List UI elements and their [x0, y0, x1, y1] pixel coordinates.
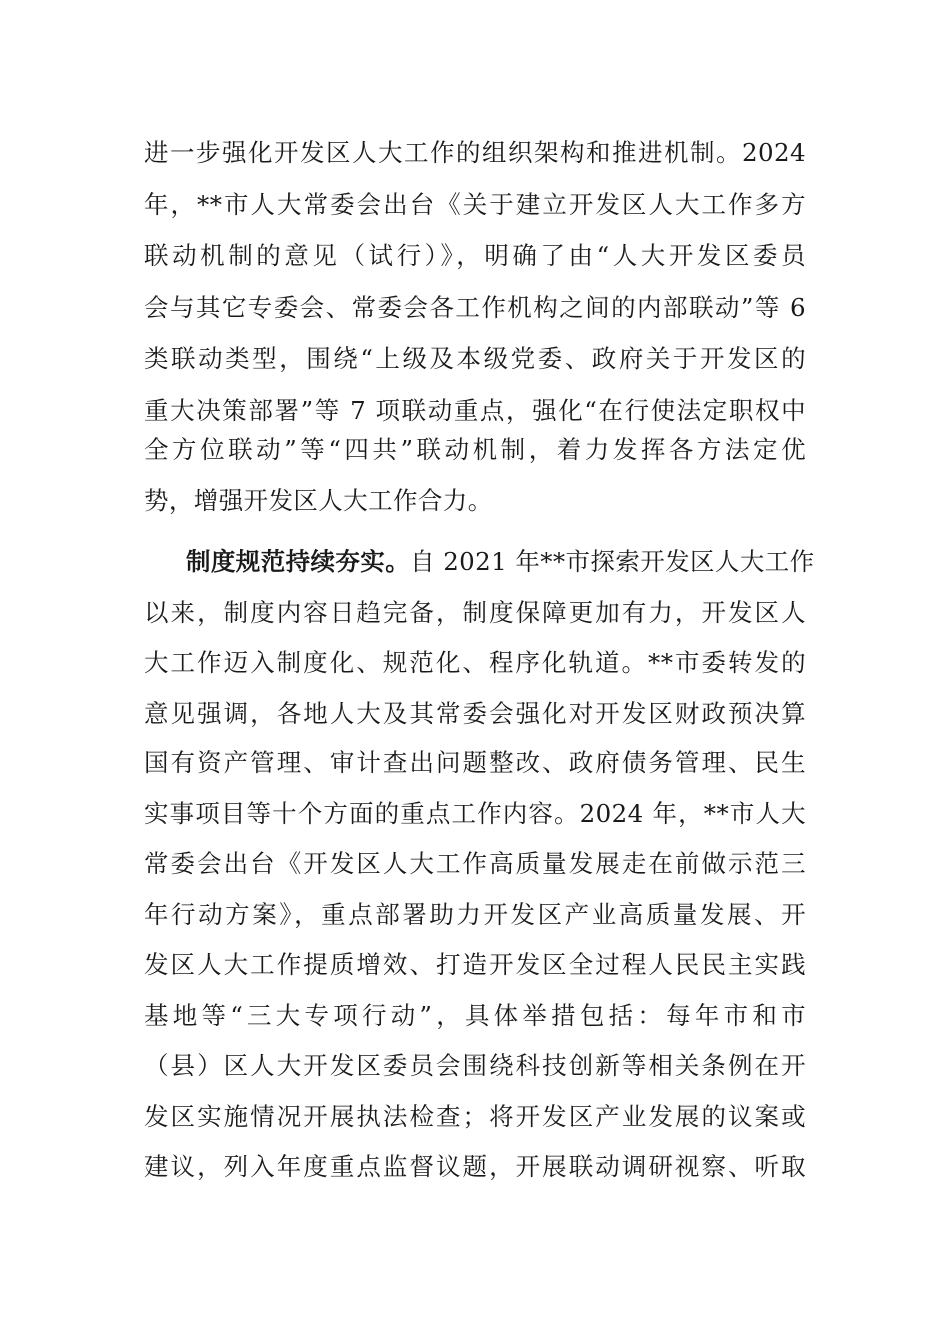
paragraph-1-line-8: 势，增强开发区人大工作合力。: [144, 486, 493, 515]
paragraph-1-line-3: 联动机制的意见（试行）》，明确了由“人大开发区委员: [144, 241, 806, 270]
paragraph-2-line-5: 国有资产管理、审计查出问题整改、政府债务管理、民生: [144, 748, 806, 777]
paragraph-1-line-4: 会与其它专委会、常委会各工作机构之间的内部联动”等 6: [144, 293, 806, 322]
paragraph-2-heading: 制度规范持续夯实。: [186, 547, 411, 576]
paragraph-1-line-2: 年，**市人大常委会出台《关于建立开发区人大工作多方: [144, 190, 806, 219]
paragraph-1-line-6: 重大决策部署”等 7 项联动重点，强化“在行使法定职权中: [144, 396, 806, 425]
paragraph-2-line-12: 发区实施情况开展执法检查；将开发区产业发展的议案或: [144, 1102, 806, 1131]
paragraph-2-line-8: 年行动方案》，重点部署助力开发区产业高质量发展、开: [144, 900, 806, 929]
paragraph-2-line-11: （县）区人大开发区委员会围绕科技创新等相关条例在开: [144, 1051, 806, 1080]
paragraph-1-line-5: 类联动类型，围绕“上级及本级党委、政府关于开发区的: [144, 344, 806, 373]
paragraph-2-line-4: 意见强调，各地人大及其常委会强化对开发区财政预决算: [144, 699, 806, 728]
paragraph-2-line-2: 以来，制度内容日趋完备，制度保障更加有力，开发区人: [144, 598, 806, 627]
paragraph-2-line-13: 建议，列入年度重点监督议题，开展联动调研视察、听取: [144, 1152, 806, 1181]
paragraph-2-line-10: 基地等“三大专项行动”，具体举措包括：每年市和市: [144, 1001, 806, 1030]
paragraph-2-line-6: 实事项目等十个方面的重点工作内容。2024 年，**市人大: [144, 799, 806, 828]
paragraph-1-line-7: 全方位联动”等“四共”联动机制，着力发挥各方法定优: [144, 435, 806, 464]
paragraph-1-line-1: 进一步强化开发区人大工作的组织架构和推进机制。2024: [144, 138, 806, 167]
paragraph-2-first-line-text: 自 2021 年**市探索开发区人大工作: [410, 547, 815, 576]
paragraph-2-line-9: 发区人大工作提质增效、打造开发区全过程人民民主实践: [144, 950, 806, 979]
paragraph-2-line-1: [186, 542, 815, 582]
paragraph-2-line-3: 大工作迈入制度化、规范化、程序化轨道。**市委转发的: [144, 648, 806, 677]
paragraph-2-line-7: 常委会出台《开发区人大工作高质量发展走在前做示范三: [144, 849, 806, 878]
